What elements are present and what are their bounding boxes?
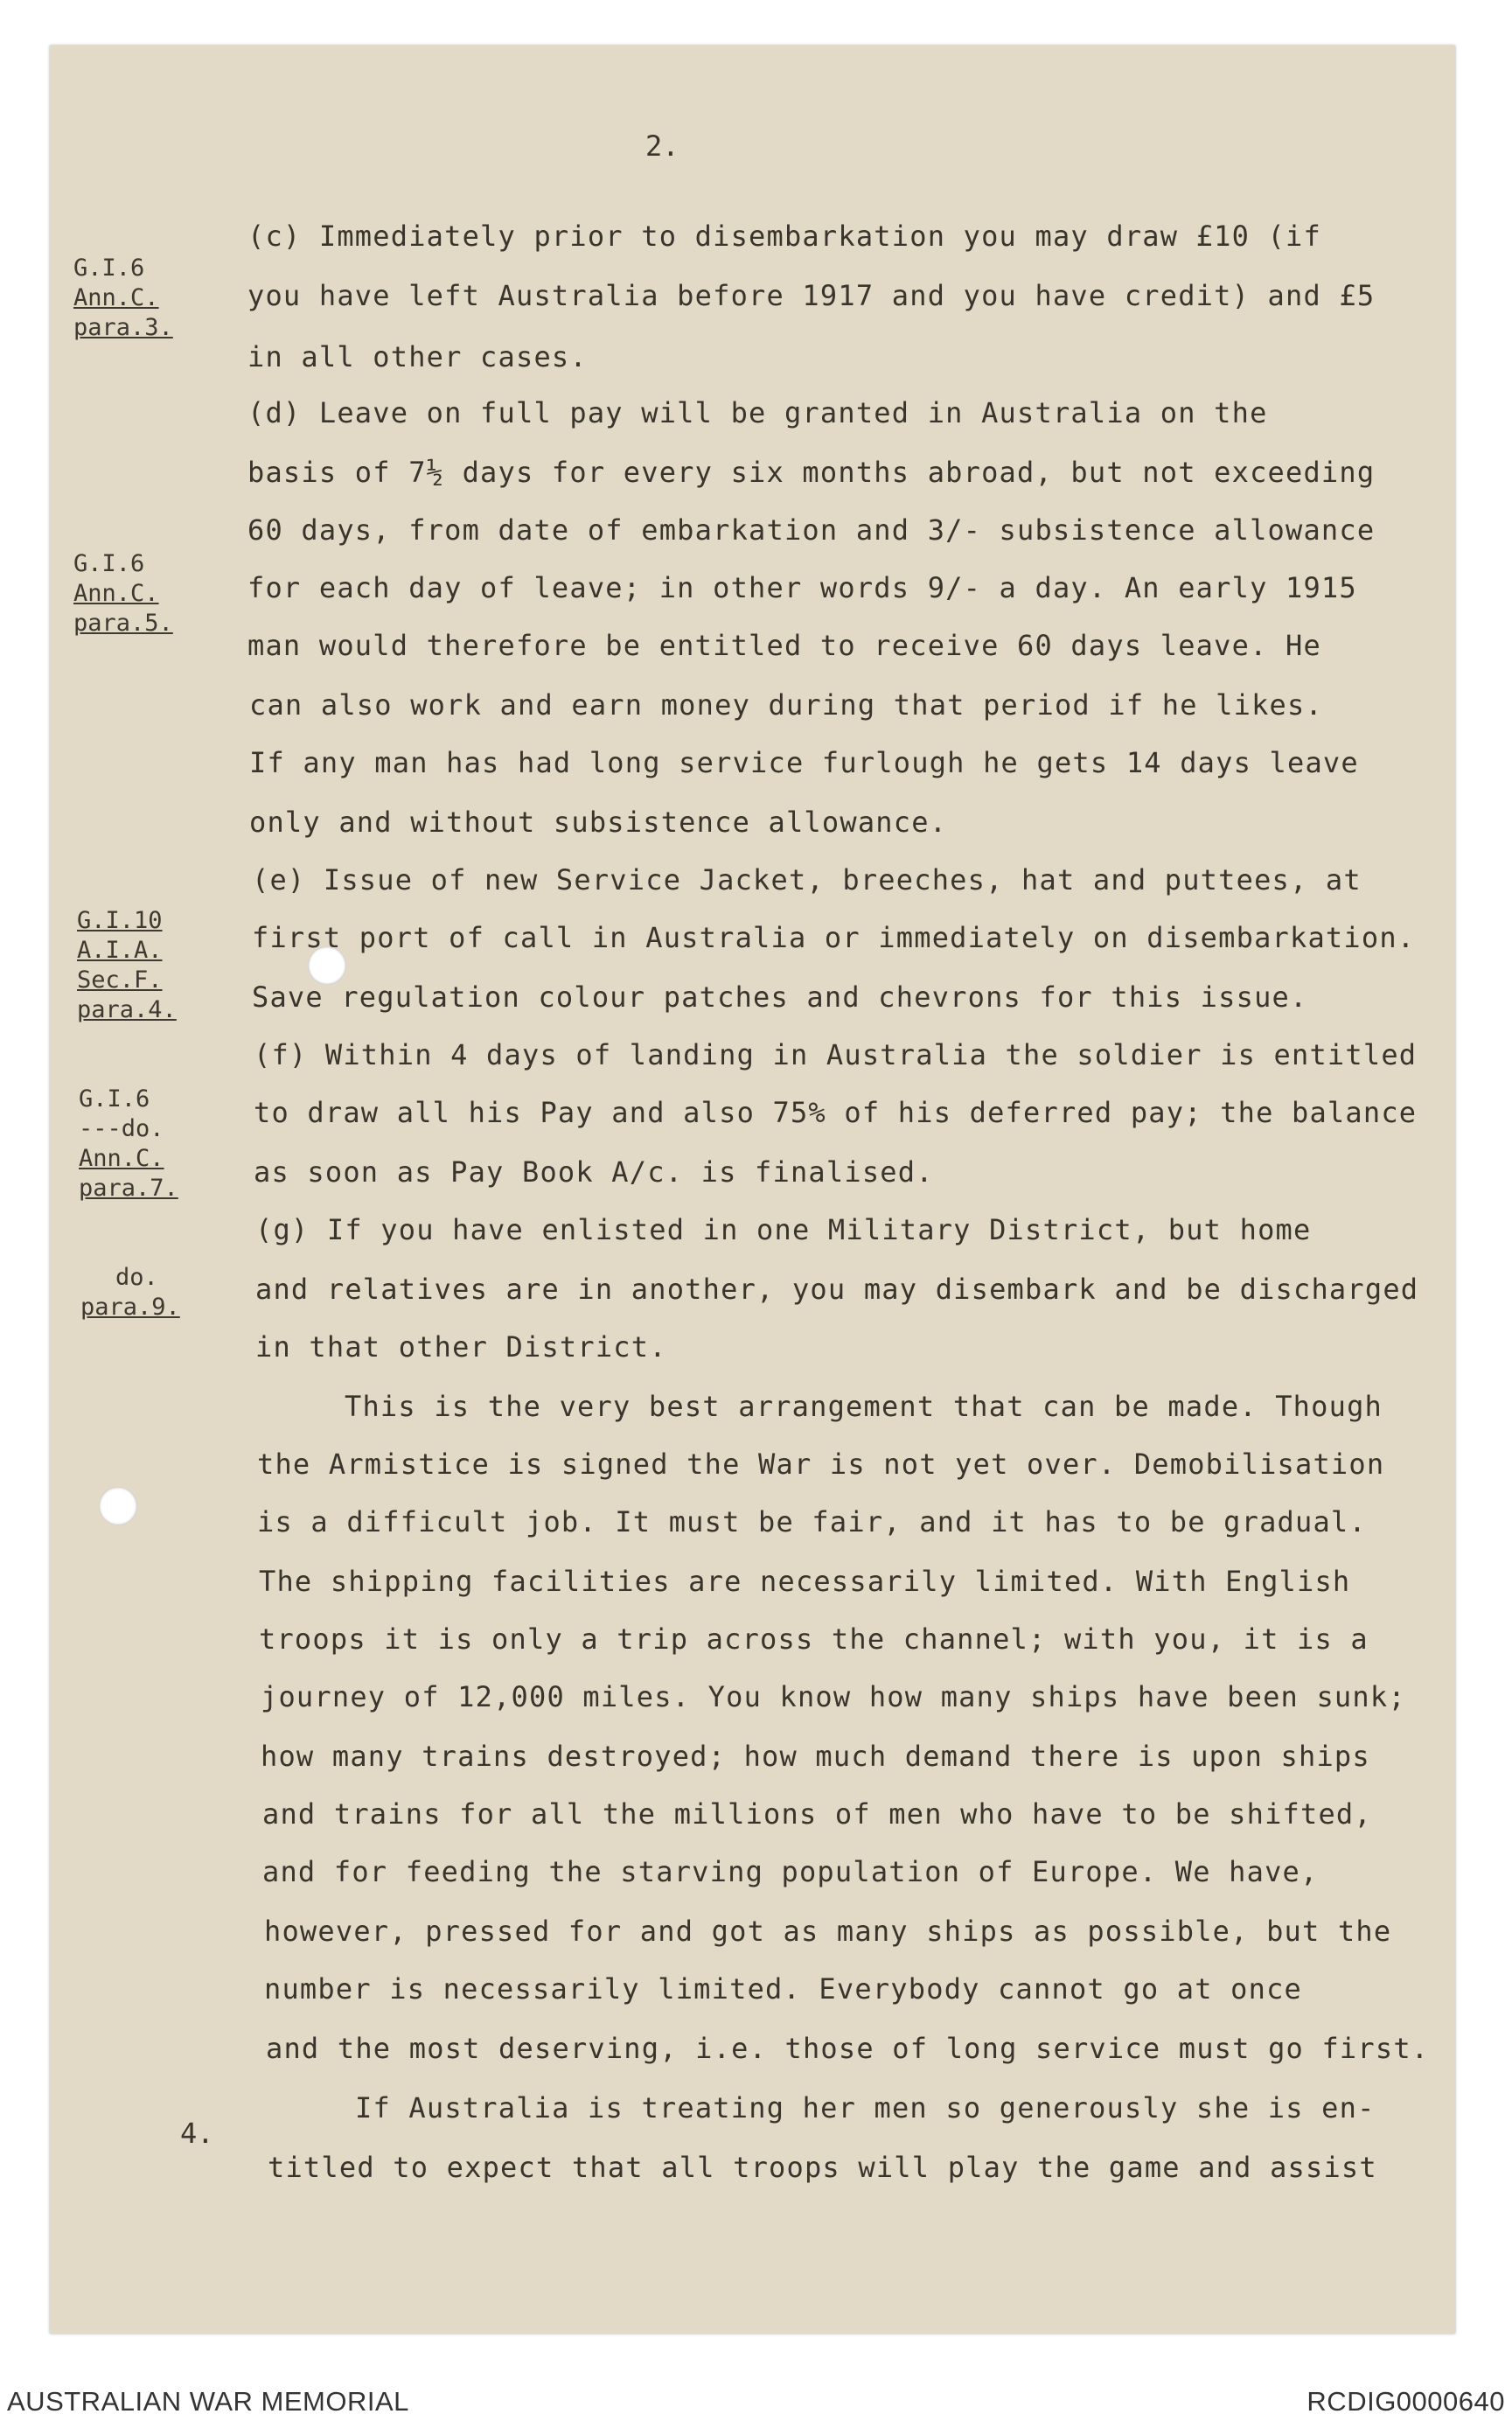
margin-reference-line: Ann.C. (73, 284, 159, 311)
margin-reference-line: G.I.6 (79, 1085, 150, 1113)
text-line: how many trains destroyed; how much demand there is upon ships (261, 1740, 1370, 1773)
margin-reference (77, 906, 177, 1025)
punch-hole-bottom (99, 1487, 137, 1525)
text-line: in all other cases. (247, 340, 588, 373)
text-line: The shipping facilities are necessarily limited. With English (259, 1565, 1351, 1598)
margin-reference-line: Sec.F. (77, 966, 163, 994)
margin-reference-line: para.3. (73, 314, 173, 341)
text-line: If any man has had long service furlough he gets 14 days leave (249, 746, 1359, 779)
margin-reference-line: G.I.6 (73, 550, 145, 577)
text-line: for each day of leave; in other words 9/- a day. An early 1915 (247, 571, 1357, 604)
margin-reference-line: A.I.A. (77, 937, 163, 964)
text-line: you have left Australia before 1917 and you have credit) and £5 (247, 279, 1376, 312)
text-line: journey of 12,000 miles. You know how many ships have been sunk; (261, 1680, 1406, 1713)
footer-record-id: RCDIG0000640 (1306, 2386, 1505, 2417)
text-line: and the most deserving, i.e. those of long service must go first. (266, 2032, 1430, 2065)
text-line: (g) If you have enlisted in one Military District, but home (255, 1213, 1312, 1246)
text-line: (e) Issue of new Service Jacket, breeches, hat and puttees, at (252, 863, 1362, 897)
text-line: (c) Immediately prior to disembarkation you may draw £10 (if (247, 220, 1321, 253)
margin-reference (73, 254, 173, 343)
margin-reference-line: para.9. (80, 1294, 180, 1321)
margin-reference-line: Ann.C. (73, 580, 159, 607)
text-line: basis of 7½ days for every six months abroad, but not exceeding (247, 456, 1376, 489)
margin-reference-line: para.7. (79, 1175, 178, 1202)
text-line: troops it is only a trip across the channel; with you, it is a (259, 1622, 1369, 1656)
text-line: (d) Leave on full pay will be granted in Australia on the (247, 396, 1268, 429)
text-line: titled to expect that all troops will play the game and assist (268, 2151, 1377, 2184)
margin-reference-line: Ann.C. (79, 1145, 164, 1172)
text-line: and relatives are in another, you may disembark and be discharged (255, 1273, 1419, 1306)
text-line: number is necessarily limited. Everybody cannot go at once (264, 1972, 1303, 2006)
margin-reference-line: do. (115, 1264, 158, 1291)
text-line: This is the very best arrangement that can be made. Though (345, 1390, 1383, 1423)
text-line: as soon as Pay Book A/c. is finalised. (254, 1155, 934, 1189)
margin-reference-line: G.I.6 (73, 255, 145, 282)
text-line: to draw all his Pay and also 75% of his deferred pay; the balance (254, 1096, 1418, 1129)
page-number: 2. (645, 129, 679, 163)
margin-reference-line: para.5. (73, 610, 173, 637)
text-line: (f) Within 4 days of landing in Australia the soldier is entitled (254, 1038, 1418, 1071)
margin-reference (79, 1085, 178, 1204)
section-number: 4. (180, 2117, 214, 2150)
text-line: If Australia is treating her men so generously she is en- (355, 2091, 1376, 2124)
text-line: man would therefore be entitled to receive 60 days leave. He (247, 629, 1321, 662)
text-line: can also work and earn money during that period if he likes. (249, 688, 1323, 722)
footer-institution: AUSTRALIAN WAR MEMORIAL (7, 2386, 409, 2417)
text-line: first port of call in Australia or immediately on disembarkation. (252, 921, 1416, 954)
margin-reference (73, 549, 173, 638)
text-line: and trains for all the millions of men who have to be shifted, (262, 1797, 1372, 1831)
margin-reference-line: ---do. (79, 1115, 164, 1142)
margin-reference (80, 1263, 180, 1322)
margin-reference-line: para.4. (77, 996, 177, 1023)
text-line: is a difficult job. It must be fair, and it has to be gradual. (257, 1505, 1367, 1538)
text-line: 60 days, from date of embarkation and 3/- subsistence allowance (247, 513, 1376, 547)
text-line: and for feeding the starving population of Europe. We have, (262, 1855, 1319, 1888)
text-line: however, pressed for and got as many ships as possible, but the (264, 1915, 1392, 1948)
text-line: only and without subsistence allowance. (249, 806, 948, 839)
text-line: in that other District. (255, 1330, 667, 1364)
margin-reference-line: G.I.10 (77, 907, 163, 934)
text-line: the Armistice is signed the War is not yet over. Demobilisation (257, 1448, 1385, 1481)
text-line: Save regulation colour patches and chevrons for this issue. (252, 980, 1308, 1014)
